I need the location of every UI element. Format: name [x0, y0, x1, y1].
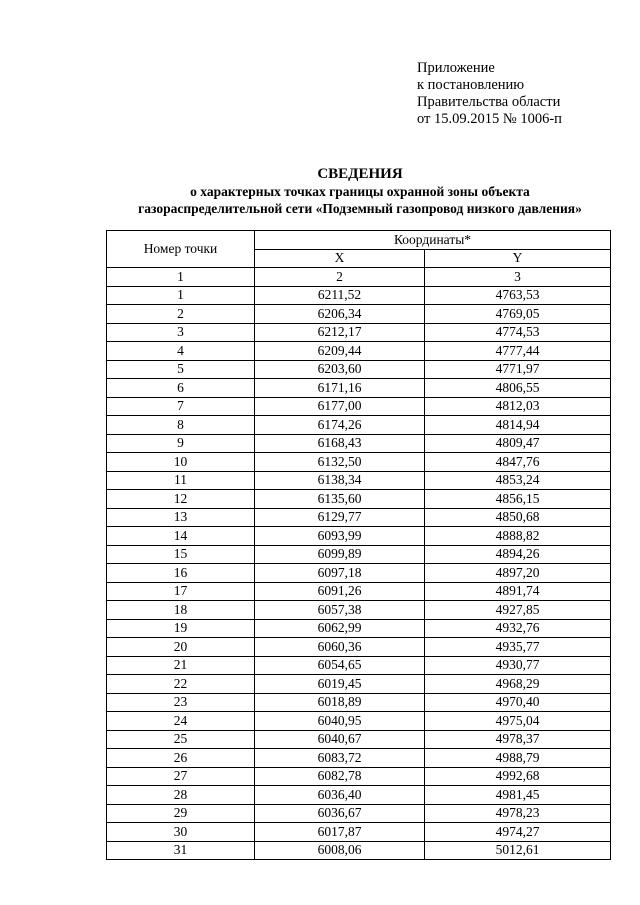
table-row: [107, 323, 611, 342]
y-coordinate-cell: 4968,29: [425, 675, 611, 694]
column-number: 3: [425, 268, 611, 287]
table-row: [107, 601, 611, 620]
y-coordinate-cell: 4774,53: [425, 323, 611, 342]
y-coordinate-cell: 4853,24: [425, 471, 611, 490]
table-row: [107, 360, 611, 379]
y-coordinate-cell: 4930,77: [425, 656, 611, 675]
x-coordinate-cell: 6174,26: [255, 416, 425, 435]
x-coordinate-cell: 6093,99: [255, 527, 425, 546]
point-number-cell: 7: [107, 397, 255, 416]
header-x: X: [255, 249, 425, 268]
document-title: [100, 165, 620, 217]
y-coordinate-cell: 4814,94: [425, 416, 611, 435]
x-coordinate-cell: 6138,34: [255, 471, 425, 490]
x-coordinate-cell: 6054,65: [255, 656, 425, 675]
table-row: [107, 841, 611, 860]
table-row: [107, 379, 611, 398]
table-row: [107, 397, 611, 416]
x-coordinate-cell: 6135,60: [255, 490, 425, 509]
table-row: [107, 786, 611, 805]
x-coordinate-cell: 6040,95: [255, 712, 425, 731]
y-coordinate-cell: 4927,85: [425, 601, 611, 620]
x-coordinate-cell: 6171,16: [255, 379, 425, 398]
appendix-note: [417, 60, 562, 128]
table-row: [107, 545, 611, 564]
table-row: [107, 305, 611, 324]
header-point-number: Номер точки: [107, 231, 255, 268]
point-number-cell: 31: [107, 841, 255, 860]
table-row: [107, 804, 611, 823]
x-coordinate-cell: 6211,52: [255, 286, 425, 305]
y-coordinate-cell: 4992,68: [425, 767, 611, 786]
y-coordinate-cell: 4888,82: [425, 527, 611, 546]
table-row: [107, 471, 611, 490]
x-coordinate-cell: 6091,26: [255, 582, 425, 601]
table-row: [107, 712, 611, 731]
point-number-cell: 22: [107, 675, 255, 694]
y-coordinate-cell: 4932,76: [425, 619, 611, 638]
y-coordinate-cell: 4809,47: [425, 434, 611, 453]
y-coordinate-cell: 4771,97: [425, 360, 611, 379]
x-coordinate-cell: 6062,99: [255, 619, 425, 638]
point-number-cell: 1: [107, 286, 255, 305]
x-coordinate-cell: 6040,67: [255, 730, 425, 749]
point-number-cell: 27: [107, 767, 255, 786]
appendix-line: Приложение: [417, 60, 495, 76]
point-number-cell: 24: [107, 712, 255, 731]
point-number-cell: 25: [107, 730, 255, 749]
y-coordinate-cell: 4894,26: [425, 545, 611, 564]
y-coordinate-cell: 4850,68: [425, 508, 611, 527]
x-coordinate-cell: 6018,89: [255, 693, 425, 712]
point-number-cell: 6: [107, 379, 255, 398]
x-coordinate-cell: 6099,89: [255, 545, 425, 564]
y-coordinate-cell: 4897,20: [425, 564, 611, 583]
x-coordinate-cell: 6036,40: [255, 786, 425, 805]
y-coordinate-cell: 4975,04: [425, 712, 611, 731]
coordinates-table: [106, 230, 611, 860]
point-number-cell: 21: [107, 656, 255, 675]
x-coordinate-cell: 6008,06: [255, 841, 425, 860]
header-y: Y: [425, 249, 611, 268]
y-coordinate-cell: 4847,76: [425, 453, 611, 472]
table-row: [107, 619, 611, 638]
table-row: [107, 730, 611, 749]
x-coordinate-cell: 6209,44: [255, 342, 425, 361]
point-number-cell: 18: [107, 601, 255, 620]
point-number-cell: 9: [107, 434, 255, 453]
point-number-cell: 8: [107, 416, 255, 435]
table-row: [107, 490, 611, 509]
y-coordinate-cell: 5012,61: [425, 841, 611, 860]
point-number-cell: 5: [107, 360, 255, 379]
x-coordinate-cell: 6082,78: [255, 767, 425, 786]
y-coordinate-cell: 4981,45: [425, 786, 611, 805]
x-coordinate-cell: 6212,17: [255, 323, 425, 342]
y-coordinate-cell: 4970,40: [425, 693, 611, 712]
table-row: [107, 656, 611, 675]
table-row: [107, 693, 611, 712]
x-coordinate-cell: 6017,87: [255, 823, 425, 842]
table-row: [107, 638, 611, 657]
y-coordinate-cell: 4988,79: [425, 749, 611, 768]
appendix-line: к постановлению: [417, 77, 525, 93]
point-number-cell: 16: [107, 564, 255, 583]
table-row: [107, 453, 611, 472]
table-row: [107, 416, 611, 435]
header-coordinates: Координаты*: [255, 231, 611, 250]
table-row: [107, 286, 611, 305]
table-body: [107, 286, 611, 860]
y-coordinate-cell: 4978,37: [425, 730, 611, 749]
point-number-cell: 15: [107, 545, 255, 564]
table-row: [107, 342, 611, 361]
x-coordinate-cell: 6060,36: [255, 638, 425, 657]
y-coordinate-cell: 4806,55: [425, 379, 611, 398]
point-number-cell: 26: [107, 749, 255, 768]
title-subtitle-line1: о характерных точках границы охранной зоны объекта: [190, 184, 530, 199]
y-coordinate-cell: 4856,15: [425, 490, 611, 509]
x-coordinate-cell: 6057,38: [255, 601, 425, 620]
x-coordinate-cell: 6036,67: [255, 804, 425, 823]
point-number-cell: 3: [107, 323, 255, 342]
title-subtitle-line2: газораспределительной сети «Подземный газопровод низкого давления»: [138, 201, 582, 216]
y-coordinate-cell: 4763,53: [425, 286, 611, 305]
point-number-cell: 29: [107, 804, 255, 823]
x-coordinate-cell: 6168,43: [255, 434, 425, 453]
point-number-cell: 11: [107, 471, 255, 490]
y-coordinate-cell: 4974,27: [425, 823, 611, 842]
x-coordinate-cell: 6203,60: [255, 360, 425, 379]
point-number-cell: 10: [107, 453, 255, 472]
table-row: [107, 527, 611, 546]
point-number-cell: 13: [107, 508, 255, 527]
x-coordinate-cell: 6132,50: [255, 453, 425, 472]
table-row: [107, 434, 611, 453]
y-coordinate-cell: 4769,05: [425, 305, 611, 324]
point-number-cell: 12: [107, 490, 255, 509]
point-number-cell: 20: [107, 638, 255, 657]
x-coordinate-cell: 6177,00: [255, 397, 425, 416]
point-number-cell: 28: [107, 786, 255, 805]
table-row: [107, 508, 611, 527]
x-coordinate-cell: 6129,77: [255, 508, 425, 527]
point-number-cell: 30: [107, 823, 255, 842]
table-row: [107, 675, 611, 694]
table-row: [107, 767, 611, 786]
table-row: [107, 582, 611, 601]
point-number-cell: 14: [107, 527, 255, 546]
table-row: [107, 564, 611, 583]
x-coordinate-cell: 6206,34: [255, 305, 425, 324]
table-row: [107, 823, 611, 842]
appendix-line: от 15.09.2015 № 1006-п: [417, 111, 562, 127]
x-coordinate-cell: 6097,18: [255, 564, 425, 583]
column-number: 2: [255, 268, 425, 287]
column-number: 1: [107, 268, 255, 287]
x-coordinate-cell: 6019,45: [255, 675, 425, 694]
point-number-cell: 23: [107, 693, 255, 712]
y-coordinate-cell: 4891,74: [425, 582, 611, 601]
appendix-line: Правительства области: [417, 94, 561, 110]
title-main: СВЕДЕНИЯ: [317, 166, 403, 182]
point-number-cell: 4: [107, 342, 255, 361]
x-coordinate-cell: 6083,72: [255, 749, 425, 768]
table-row: [107, 749, 611, 768]
y-coordinate-cell: 4935,77: [425, 638, 611, 657]
y-coordinate-cell: 4978,23: [425, 804, 611, 823]
y-coordinate-cell: 4777,44: [425, 342, 611, 361]
y-coordinate-cell: 4812,03: [425, 397, 611, 416]
point-number-cell: 17: [107, 582, 255, 601]
point-number-cell: 2: [107, 305, 255, 324]
point-number-cell: 19: [107, 619, 255, 638]
